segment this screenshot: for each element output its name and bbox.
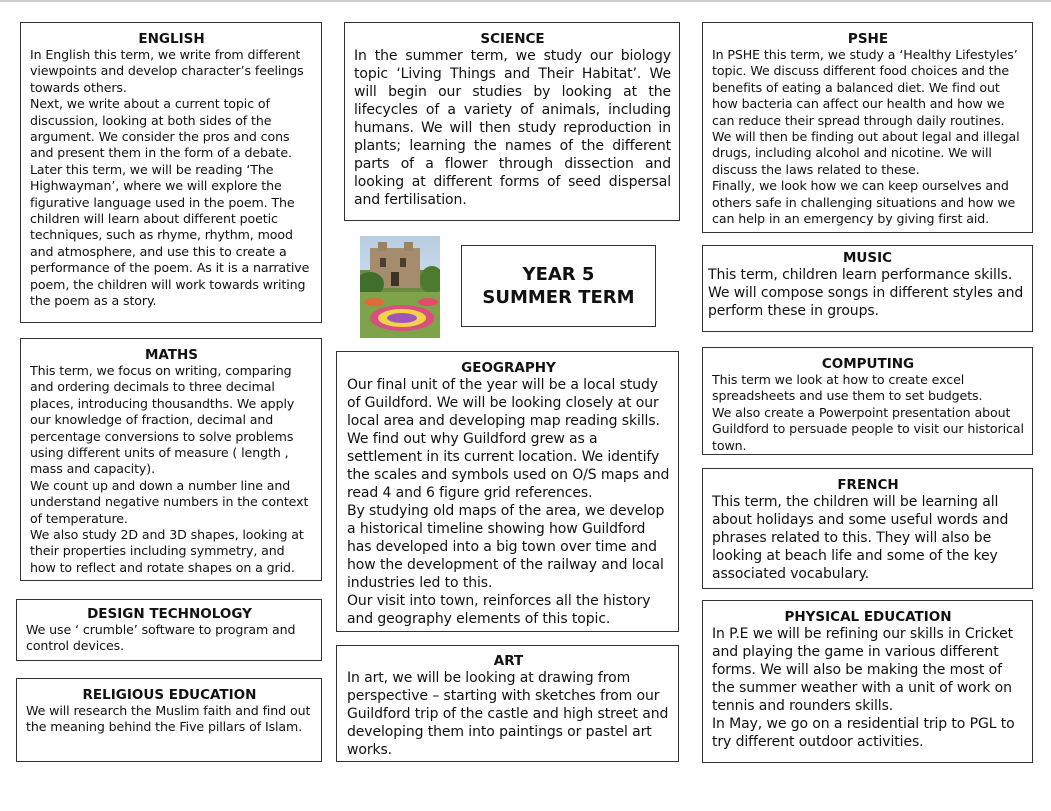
computing-text: This term we look at how to create excel spreadsheets and use them to set budgets. We also create a Powerpoint presentation about Guildford to persuade people to visit our historical town. <box>712 372 1024 453</box>
title-year: YEAR 5 <box>522 264 595 285</box>
design-technology-panel <box>16 599 322 661</box>
music-text: This term, children learn performance skills. We will compose songs in different styles and perform these in groups. <box>708 267 1024 319</box>
art-text: In art, we will be looking at drawing from perspective – starting with sketches from our Guildford trip of the castle and high street and developing them into paintings or pastel art works. <box>347 670 669 758</box>
physical-education-heading: PHYSICAL EDUCATION <box>784 609 952 625</box>
design-technology-text: We use ‘ crumble’ software to program and control devices. <box>26 622 296 654</box>
pshe-text: In PSHE this term, we study a ‘Healthy Lifestyles’ topic. We discuss different food choices and the benefits of eating a balanced diet. We find out how bacteria can affect our health and how we can reduce their spread through daily routines. We will then be finding out about legal and illegal drugs, including alcohol and nicotine. We will discuss the laws related to these. Finally, we look how we can keep ourselves and others safe in challenging situations and how we can help in an emergency by giving first aid. <box>712 47 1020 227</box>
maths-heading: MATHS <box>144 347 199 363</box>
guildford-castle-image <box>360 236 440 338</box>
computing-heading: COMPUTING <box>821 356 915 372</box>
religious-education-panel <box>16 678 322 762</box>
french-heading: FRENCH <box>837 477 899 493</box>
english-panel <box>20 22 322 323</box>
computing-panel <box>702 347 1033 455</box>
art-panel <box>336 645 679 762</box>
maths-text: This term, we focus on writing, comparing and ordering decimals to three decimal places, introducing thousandths. We apply our knowledge of fraction, decimal and percentage conversions to solve problems using different units of measure ( length , mass and capacity). We count up and down a number line and understand negative numbers in the context of temperature. We also study 2D and 3D shapes, looking at their properties including symmetry, and how to reflect and rotate shapes on a grid. <box>30 363 309 575</box>
french-panel <box>702 468 1033 589</box>
geography-panel <box>336 351 679 632</box>
geography-text: Our final unit of the year will be a local study of Guildford. We will be looking closely at our local area and developing map reading skills. We find out why Guildford grew as a settlement in its current location. We identify the scales and symbols used on O/S maps and read 4 and 6 figure grid references. By studying old maps of the area, we develop a historical timeline showing how Guildford has developed into a big town over time and how the development of the railway and local industries led to this. Our visit into town, reinforces all the history and geography elements of this topic. <box>347 377 670 627</box>
physical-education-text: In P.E we will be refining our skills in Cricket and playing the game in various different forms. We will also be making the most of the summer weather with a unit of work on tennis and rounders skills. In May, we go on a residential trip to PGL to try different outdoor activities. <box>712 626 1015 750</box>
design-technology-heading: DESIGN TECHNOLOGY <box>87 606 252 622</box>
science-panel <box>344 22 680 221</box>
pshe-heading: PSHE <box>847 31 889 47</box>
science-text: In the summer term, we study our biology topic ‘Living Things and Their Habitat’. We will begin our studies by looking at the lifecycles of a variety of animals, including humans. We will then study reproduction in plants; learning the names of the different parts of a flower through dissection and looking at different forms of seed dispersal and fertilisation. <box>354 48 671 208</box>
religious-education-heading: RELIGIOUS EDUCATION <box>82 687 257 703</box>
music-heading: MUSIC <box>842 250 893 266</box>
physical-education-panel <box>702 600 1033 763</box>
pshe-panel <box>702 22 1033 233</box>
geography-heading: GEOGRAPHY <box>461 360 556 376</box>
title-term: SUMMER TERM <box>482 287 635 308</box>
french-text: This term, the children will be learning all about holidays and some useful words and phrases related to this. They will also be looking at beach life and some of the key associated vocabulary. <box>712 494 1009 582</box>
religious-education-text: We will research the Muslim faith and find out the meaning behind the Five pillars of Islam. <box>26 703 311 735</box>
music-panel <box>702 245 1033 332</box>
english-heading: ENGLISH <box>138 31 205 47</box>
title-box <box>461 245 656 327</box>
top-rule <box>0 0 1051 2</box>
english-text: In English this term, we write from different viewpoints and develop character’s feelings towards others. Next, we write about a current topic of discussion, looking at both sides of the argument. We consider the pros and cons and present them in the form of a debate. Later this term, we will be reading ‘The Highwayman’, where we will explore the figurative language used in the poem. The children will learn about different poetic techniques, such as rhyme, rhythm, mood and atmosphere, and use this to create a performance of the poem. As it is a narrative poem, the children will work towards writing the poem as a story. <box>30 47 310 309</box>
art-heading: ART <box>493 653 524 669</box>
science-heading: SCIENCE <box>480 31 545 47</box>
maths-panel <box>20 338 322 581</box>
